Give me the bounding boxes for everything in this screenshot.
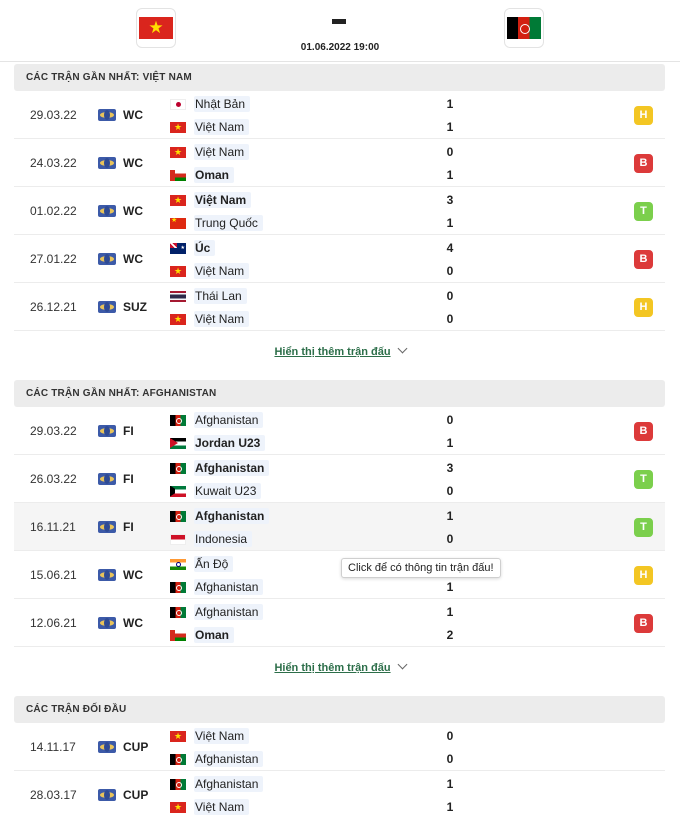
afghanistan-flag-icon bbox=[170, 779, 186, 790]
team-name[interactable]: Afghanistan bbox=[194, 508, 269, 524]
show-more-matches-link[interactable] bbox=[0, 662, 680, 674]
team-entry bbox=[170, 506, 269, 526]
vietnam-flag-icon bbox=[170, 122, 186, 133]
team-entry bbox=[170, 797, 249, 817]
section-title-h2h: CÁC TRẬN ĐỐI ĐẦU bbox=[14, 696, 665, 723]
match-header bbox=[0, 0, 680, 62]
match-row[interactable] bbox=[14, 551, 665, 599]
result-badge: H bbox=[634, 566, 653, 585]
competition-label: FI bbox=[123, 424, 134, 438]
result-badge: H bbox=[634, 298, 653, 317]
team-entry bbox=[170, 481, 261, 501]
team-score: 1 bbox=[446, 580, 454, 594]
competition-label: CUP bbox=[123, 788, 149, 802]
team-score: 0 bbox=[446, 484, 454, 498]
match-date: 24.03.22 bbox=[30, 156, 77, 170]
team-score: 1 bbox=[446, 777, 454, 791]
team-entry bbox=[170, 94, 250, 114]
team-entry bbox=[170, 602, 263, 622]
team-name[interactable]: Việt Nam bbox=[194, 192, 251, 208]
vietnam-flag-icon bbox=[170, 195, 186, 206]
team-entry bbox=[170, 238, 215, 258]
competition-icon bbox=[98, 789, 116, 801]
competition-icon bbox=[98, 741, 116, 753]
kickoff-time: 01.06.2022 19:00 bbox=[300, 42, 380, 53]
team-entry bbox=[170, 261, 249, 281]
match-row[interactable] bbox=[14, 503, 665, 551]
competition-label: CUP bbox=[123, 740, 149, 754]
team-entry bbox=[170, 433, 265, 453]
score-separator bbox=[332, 19, 346, 24]
competition-icon bbox=[98, 617, 116, 629]
competition-label: WC bbox=[123, 568, 143, 582]
jordan-flag-icon bbox=[170, 438, 186, 449]
team-score: 0 bbox=[446, 752, 454, 766]
team-entry bbox=[170, 410, 263, 430]
result-badge: T bbox=[634, 518, 653, 537]
team-name[interactable]: Afghanistan bbox=[194, 412, 263, 428]
section-title-af: CÁC TRẬN GẦN NHẤT: AFGHANISTAN bbox=[14, 380, 665, 407]
afghanistan-flag-icon bbox=[170, 463, 186, 474]
team-score: 3 bbox=[446, 193, 454, 207]
result-badge: B bbox=[634, 614, 653, 633]
match-row[interactable] bbox=[14, 771, 665, 818]
afghanistan-flag-icon bbox=[170, 511, 186, 522]
afghanistan-flag-icon bbox=[170, 415, 186, 426]
team-score: 1 bbox=[446, 436, 454, 450]
vietnam-flag-icon bbox=[170, 314, 186, 325]
competition-label: WC bbox=[123, 616, 143, 630]
competition-icon bbox=[98, 157, 116, 169]
team-entry bbox=[170, 577, 263, 597]
oman-flag-icon bbox=[170, 630, 186, 641]
vietnam-flag-icon bbox=[170, 802, 186, 813]
team-name[interactable]: Afghanistan bbox=[194, 751, 263, 767]
team-name[interactable]: Ấn Độ bbox=[194, 556, 233, 572]
competition-label: FI bbox=[123, 520, 134, 534]
match-date: 29.03.22 bbox=[30, 108, 77, 122]
team-name[interactable]: Việt Nam bbox=[194, 311, 249, 327]
team-score: 0 bbox=[446, 532, 454, 546]
team-name[interactable]: Việt Nam bbox=[194, 119, 249, 135]
chevron-down-icon bbox=[397, 344, 407, 354]
team-name[interactable]: Oman bbox=[194, 167, 234, 183]
team-entry bbox=[170, 286, 247, 306]
oman-flag-icon bbox=[170, 170, 186, 181]
team-entry bbox=[170, 165, 234, 185]
team-name[interactable]: Afghanistan bbox=[194, 460, 269, 476]
team-name[interactable]: Úc bbox=[194, 240, 215, 256]
australia-flag-icon bbox=[170, 243, 186, 254]
team-name[interactable]: Việt Nam bbox=[194, 799, 249, 815]
competition-icon bbox=[98, 205, 116, 217]
competition-icon bbox=[98, 521, 116, 533]
competition-label: WC bbox=[123, 252, 143, 266]
show-more-label: Hiển thị thêm trận đấu bbox=[274, 662, 391, 674]
match-row[interactable] bbox=[14, 187, 665, 235]
vietnam-flag-icon bbox=[170, 266, 186, 277]
team-name[interactable]: Kuwait U23 bbox=[194, 483, 261, 499]
team-score: 1 bbox=[446, 168, 454, 182]
team-name[interactable]: Nhật Bản bbox=[194, 96, 250, 112]
competition-icon bbox=[98, 301, 116, 313]
match-tooltip: Click để có thông tin trận đấu! bbox=[341, 558, 501, 578]
match-date: 01.02.22 bbox=[30, 204, 77, 218]
competition-label: WC bbox=[123, 204, 143, 218]
afghanistan-flag-icon bbox=[170, 754, 186, 765]
team-name[interactable]: Afghanistan bbox=[194, 776, 263, 792]
vietnam-flag-icon bbox=[170, 147, 186, 158]
team-score: 0 bbox=[446, 729, 454, 743]
result-badge: B bbox=[634, 154, 653, 173]
team-name[interactable]: Jordan U23 bbox=[194, 435, 265, 451]
team-name[interactable]: Việt Nam bbox=[194, 144, 249, 160]
match-date: 27.01.22 bbox=[30, 252, 77, 266]
team-name[interactable]: Việt Nam bbox=[194, 263, 249, 279]
competition-label: WC bbox=[123, 156, 143, 170]
match-date: 26.03.22 bbox=[30, 472, 77, 486]
team-entry bbox=[170, 726, 249, 746]
competition-icon bbox=[98, 425, 116, 437]
competition-label: FI bbox=[123, 472, 134, 486]
team-entry bbox=[170, 554, 233, 574]
japan-flag-icon bbox=[170, 99, 186, 110]
team-name[interactable]: Indonesia bbox=[194, 531, 252, 547]
team-entry bbox=[170, 529, 252, 549]
result-badge: T bbox=[634, 202, 653, 221]
match-date: 16.11.21 bbox=[30, 520, 76, 534]
match-row[interactable] bbox=[14, 235, 665, 283]
match-row[interactable] bbox=[14, 91, 665, 139]
competition-icon bbox=[98, 109, 116, 121]
team-score: 1 bbox=[446, 509, 454, 523]
match-date: 29.03.22 bbox=[30, 424, 77, 438]
kuwait-flag-icon bbox=[170, 486, 186, 497]
match-date: 26.12.21 bbox=[30, 300, 77, 314]
team-entry bbox=[170, 625, 234, 645]
team-score: 3 bbox=[446, 461, 454, 475]
show-more-matches-link[interactable] bbox=[0, 346, 680, 358]
team-score: 1 bbox=[446, 216, 454, 230]
team-score: 1 bbox=[446, 97, 454, 111]
match-date: 12.06.21 bbox=[30, 616, 77, 630]
afghanistan-flag-icon bbox=[507, 17, 541, 39]
match-row[interactable] bbox=[14, 723, 665, 771]
team-entry bbox=[170, 213, 263, 233]
section-title-vn: CÁC TRẬN GẦN NHẤT: VIỆT NAM bbox=[14, 64, 665, 91]
indonesia-flag-icon bbox=[170, 534, 186, 545]
chevron-down-icon bbox=[397, 660, 407, 670]
match-row[interactable] bbox=[14, 407, 665, 455]
result-badge: B bbox=[634, 250, 653, 269]
afghanistan-flag-icon bbox=[170, 607, 186, 618]
team-entry bbox=[170, 117, 249, 137]
team-name[interactable]: Afghanistan bbox=[194, 579, 263, 595]
result-badge: T bbox=[634, 470, 653, 489]
thailand-flag-icon bbox=[170, 291, 186, 302]
vietnam-flag-icon bbox=[139, 17, 173, 39]
match-date: 15.06.21 bbox=[30, 568, 77, 582]
team-score: 2 bbox=[446, 628, 454, 642]
team-name[interactable]: Trung Quốc bbox=[194, 215, 263, 231]
afghanistan-flag-icon bbox=[170, 582, 186, 593]
team-entry bbox=[170, 774, 263, 794]
team-entry bbox=[170, 190, 251, 210]
team-entry bbox=[170, 458, 269, 478]
competition-label: SUZ bbox=[123, 300, 147, 314]
china-flag-icon bbox=[170, 218, 186, 229]
team-score: 0 bbox=[446, 413, 454, 427]
team-score: 4 bbox=[446, 241, 454, 255]
competition-icon bbox=[98, 569, 116, 581]
competition-label: WC bbox=[123, 108, 143, 122]
match-row[interactable] bbox=[14, 599, 665, 647]
show-more-label: Hiển thị thêm trận đấu bbox=[274, 346, 391, 358]
match-date: 14.11.17 bbox=[30, 740, 76, 754]
match-date: 28.03.17 bbox=[30, 788, 77, 802]
india-flag-icon bbox=[170, 559, 186, 570]
match-row[interactable] bbox=[14, 283, 665, 331]
team-score: 0 bbox=[446, 289, 454, 303]
team-entry bbox=[170, 309, 249, 329]
team-entry bbox=[170, 142, 249, 162]
team-score: 1 bbox=[446, 120, 454, 134]
team-name[interactable]: Việt Nam bbox=[194, 728, 249, 744]
match-row[interactable] bbox=[14, 455, 665, 503]
team-score: 0 bbox=[446, 264, 454, 278]
team-score: 1 bbox=[446, 605, 454, 619]
team-score: 0 bbox=[446, 312, 454, 326]
team-name[interactable]: Thái Lan bbox=[194, 288, 247, 304]
match-row[interactable] bbox=[14, 139, 665, 187]
team-entry bbox=[170, 749, 263, 769]
team-name[interactable]: Oman bbox=[194, 627, 234, 643]
competition-icon bbox=[98, 473, 116, 485]
team-score: 1 bbox=[446, 800, 454, 814]
result-badge: H bbox=[634, 106, 653, 125]
vietnam-flag-icon bbox=[170, 731, 186, 742]
competition-icon bbox=[98, 253, 116, 265]
team-name[interactable]: Afghanistan bbox=[194, 604, 263, 620]
team-score: 0 bbox=[446, 145, 454, 159]
result-badge: B bbox=[634, 422, 653, 441]
